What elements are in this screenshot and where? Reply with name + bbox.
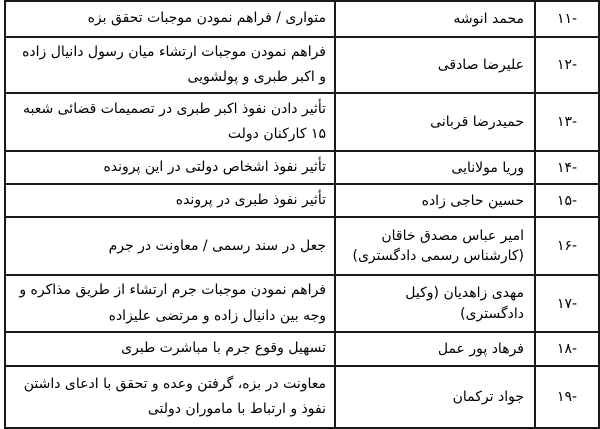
charge-description: جعل در سند رسمی / معاونت در جرم [5, 217, 335, 275]
row-number: -۱۷ [535, 275, 599, 331]
row-number: -۱۴ [535, 151, 599, 184]
row-number: -۱۸ [535, 332, 599, 366]
person-name: جواد ترکمان [335, 366, 535, 428]
table-row [5, 93, 599, 151]
row-number: -۱۶ [535, 217, 599, 275]
row-number: -۱۵ [535, 184, 599, 217]
row-number: -۱۱ [535, 1, 599, 37]
person-name: حمیدرضا قربانی [335, 93, 535, 151]
person-name: حسین حاجی زاده [335, 184, 535, 217]
person-name: مهدی زاهدیان (وکیل دادگستری) [335, 275, 535, 331]
person-name: علیرضا صادقی [335, 37, 535, 93]
row-number: -۱۹ [535, 366, 599, 428]
table-row [5, 37, 599, 93]
row-number: -۱۳ [535, 93, 599, 151]
table-row [5, 366, 599, 428]
defendants-table [4, 0, 600, 429]
charge-description: تسهیل وقوع جرم با مباشرت طبری [5, 332, 335, 366]
charge-description: متواری / فراهم نمودن موجبات تحقق بزه [5, 1, 335, 37]
table-row [5, 217, 599, 275]
table-row [5, 1, 599, 37]
person-name: وریا مولانایی [335, 151, 535, 184]
charge-description: تأثیر نفوذ طبری در پرونده [5, 184, 335, 217]
person-name: محمد انوشه [335, 1, 535, 37]
row-number: -۱۲ [535, 37, 599, 93]
table-row [5, 151, 599, 184]
person-name: امیر عباس مصدق خاقان (کارشناس رسمی دادگستری) [335, 217, 535, 275]
charge-description: معاونت در بزه، گرفتن وعده و تحقق با ادعای داشتن نفوذ و ارتباط با ماموران دولتی [5, 366, 335, 428]
person-name: فرهاد پور عمل [335, 332, 535, 366]
charge-description: فراهم نمودن موجبات جرم ارتشاء از طریق مذاکره و وجه بین دانیال زاده و مرتضی علیزاده [5, 275, 335, 331]
table-row [5, 275, 599, 331]
charge-description: تأثیر نفوذ اشخاص دولتی در این پرونده [5, 151, 335, 184]
charge-description: تأثیر دادن نفوذ اکبر طبری در تصمیمات قضائی شعبه ۱۵ کارکنان دولت [5, 93, 335, 151]
table-row [5, 332, 599, 366]
charge-description: فراهم نمودن موجبات ارتشاء میان رسول دانیال زاده و اکبر طبری و پولشویی [5, 37, 335, 93]
table-row [5, 184, 599, 217]
